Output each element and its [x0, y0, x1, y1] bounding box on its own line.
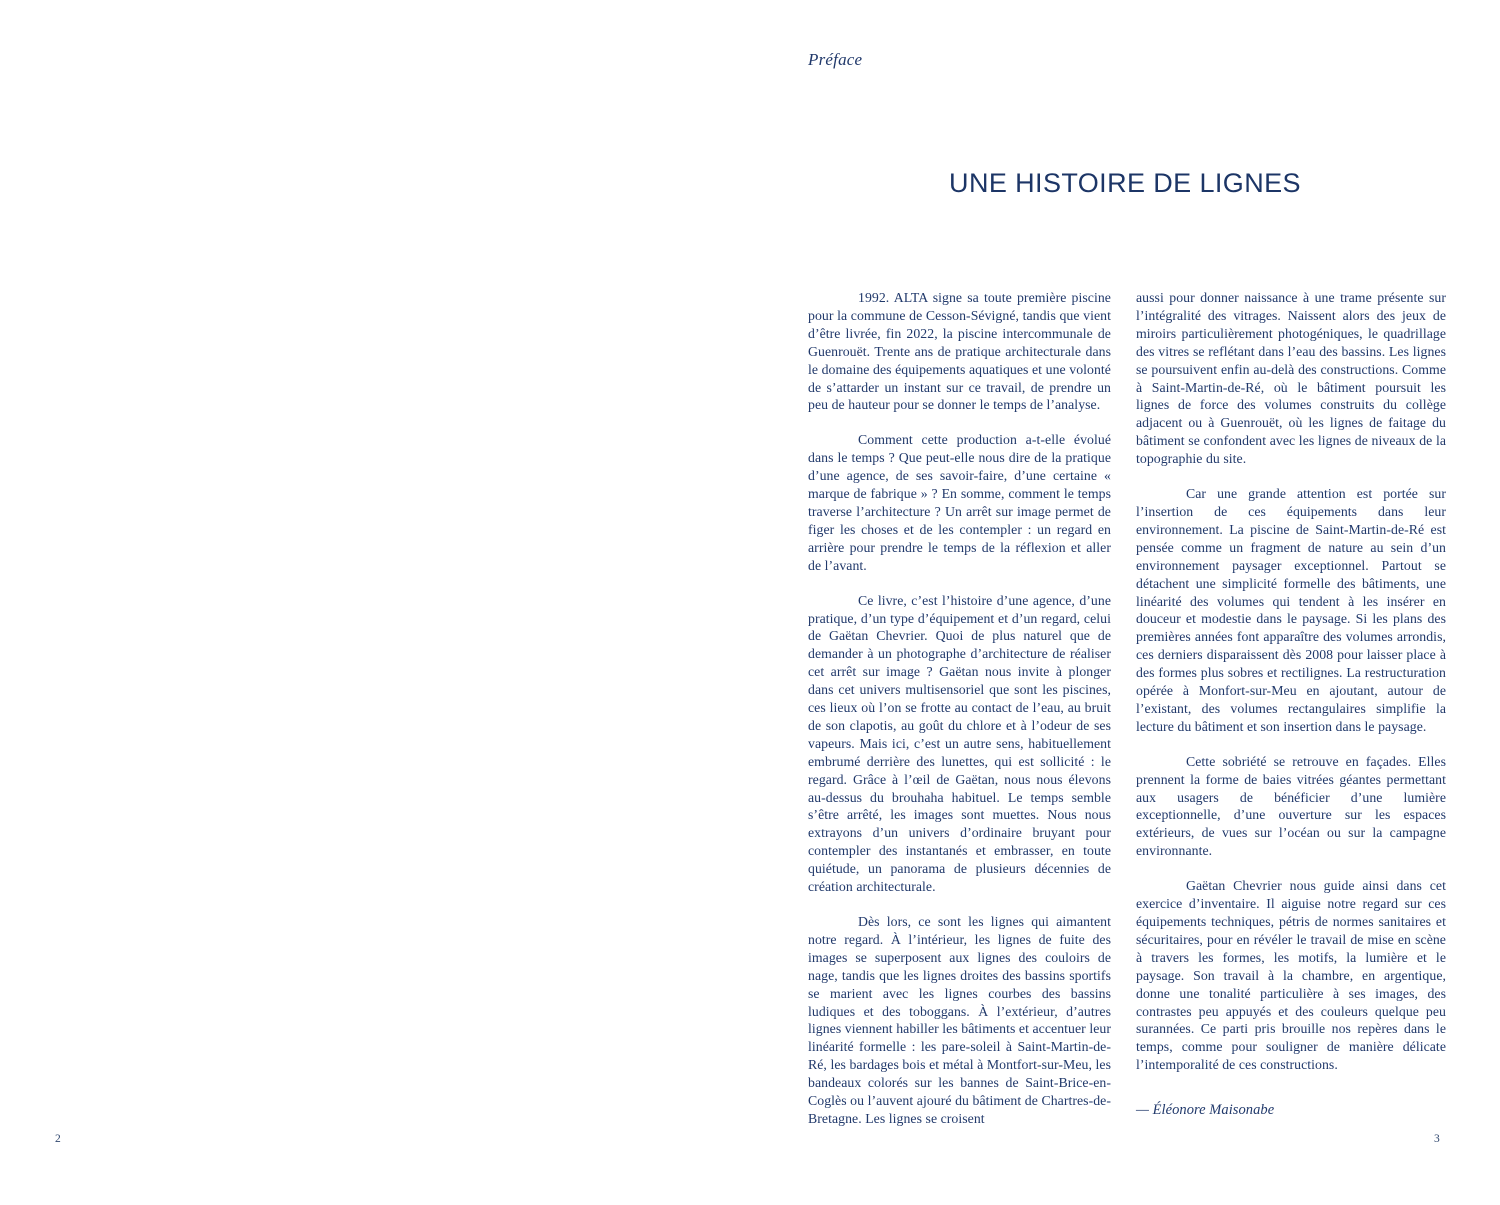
- page-number-left: 2: [55, 1133, 61, 1145]
- page-title: UNE HISTOIRE DE LIGNES: [949, 168, 1301, 198]
- section-label-preface: Préface: [808, 50, 863, 69]
- paragraph: Comment cette production a-t-elle évolué dans le temps ? Que peut-elle nous dire de la pratique d’une agence, de ses savoir-faire, d’une certaine « marque de fabrique » ? En somme, comment le temps traverse l’architecture ? Un arrêt sur image permet de figer les choses et de les contempler : un regard en arrière pour prendre le temps de la réflexion et aller de l’avant.: [808, 432, 1111, 573]
- page-right: [750, 0, 1500, 1205]
- paragraph: Gaëtan Chevrier nous guide ainsi dans cet exercice d’inventaire. Il aiguise notre regard sur ces équipements techniques, pétris de normes sanitaires et sécuritaires, pour en révéler le travail de mise en scène à travers les formes, les motifs, la lumière et le paysage. Son travail à la chambre, en argentique, donne une tonalité particulière à ses images, des contrastes peu appuyés et des couleurs quelque peu surannées. Ce parti pris brouille nos repères dans le temps, comme pour souligner de manière délicate l’intemporalité de ces constructions.: [1136, 878, 1446, 1073]
- paragraph: Car une grande attention est portée sur l’insertion de ces équipements dans leur environnement. La piscine de Saint-Martin-de-Ré est pensée comme un fragment de nature au sein d’un environnement paysager exceptionnel. Partout se détachent une simplicité formelle des bâtiments, une linéarité des volumes qui tendent à les insérer en douceur et modestie dans le paysage. Si les plans des premières années font apparaître des volumes arrondis, ces derniers disparaissent dès 2008 pour laisser place à des formes plus sobres et rectilignes. La restructuration opérée à Monfort-sur-Meu en ajoutant, autour de l’existant, des volumes rectangulaires simplifie la lecture du bâtiment et son insertion dans le paysage.: [1136, 486, 1446, 734]
- paragraph: Cette sobriété se retrouve en façades. Elles prennent la forme de baies vitrées géantes permettant aux usagers de bénéficier d’une lumière exceptionnelle, d’une ouverture sur les espaces extérieurs, de vues sur l’océan ou sur la campagne environnante.: [1136, 753, 1446, 859]
- page-number-right: 3: [1434, 1133, 1440, 1145]
- paragraph: 1992. ALTA signe sa toute première piscine pour la commune de Cesson-Sévigné, tandis que vient d’être livrée, fin 2022, la piscine intercommunale de Guenrouët. Trente ans de pratique architecturale dans le domaine des équipements aquatiques et une volonté de s’attarder un instant sur ce travail, de prendre un peu de hauteur pour se donner le temps de l’analyse.: [808, 290, 1111, 413]
- paragraph: Ce livre, c’est l’histoire d’une agence, d’une pratique, d’un type d’équipement et d’un regard, celui de Gaëtan Chevrier. Quoi de plus naturel que de demander à un photographe d’architecture de réaliser cet arrêt sur image ? Gaëtan nous invite à plonger dans cet univers multisensoriel que sont les piscines, ces lieux où l’on se frotte au contact de l’eau, au bruit de son clapotis, au goût du chlore et à l’odeur de ses vapeurs. Mais ici, c’est un autre sens, habituellement embrumé derrière des lunettes, qui est sollicité : le regard. Grâce à l’œil de Gaëtan, nous nous élevons au-dessus du brouhaha habituel. Le temps semble s’être arrêté, les images sont muettes. Nous nous extrayons d’un univers d’ordinaire bruyant pour contempler des instantanés et embrasser, en toute quiétude, un panorama de plusieurs décennies de création architecturale.: [808, 592, 1111, 895]
- author-signature: — Éléonore Maisonabe: [1136, 1102, 1275, 1119]
- paragraph: aussi pour donner naissance à une trame présente sur l’intégralité des vitrages. Naissent alors des jeux de miroirs particulièrement photogéniques, le quadrillage des vitres se reflétant dans l’eau des bassins. Les lignes se poursuivent enfin au-delà des constructions. Comme à Saint-Martin-de-Ré, où le bâtiment poursuit les lignes de force des volumes construits du collège adjacent ou à Guenrouët, où les lignes de faitage du bâtiment se confondent avec les lignes de niveaux de la topographie du site.: [1136, 290, 1446, 467]
- text-column-left: [808, 289, 1111, 1145]
- text-column-right: [1136, 289, 1446, 1120]
- paragraph: Dès lors, ce sont les lignes qui aimantent notre regard. À l’intérieur, les lignes de fuite des images se superposent aux lignes des couloirs de nage, tandis que les lignes droites des bassins sportifs se marient avec les lignes courbes des bassins ludiques et des toboggans. À l’extérieur, d’autres lignes viennent habiller les bâtiments et accentuer leur linéarité formelle : les pare-soleil à Saint-Martin-de-Ré, les bardages bois et métal à Montfort-sur-Meu, les bandeaux colorés sur les bannes de Saint-Brice-en-Coglès ou l’auvent ajouré du bâtiment de Chartres-de-Bretagne. Les lignes se croisent: [808, 914, 1111, 1126]
